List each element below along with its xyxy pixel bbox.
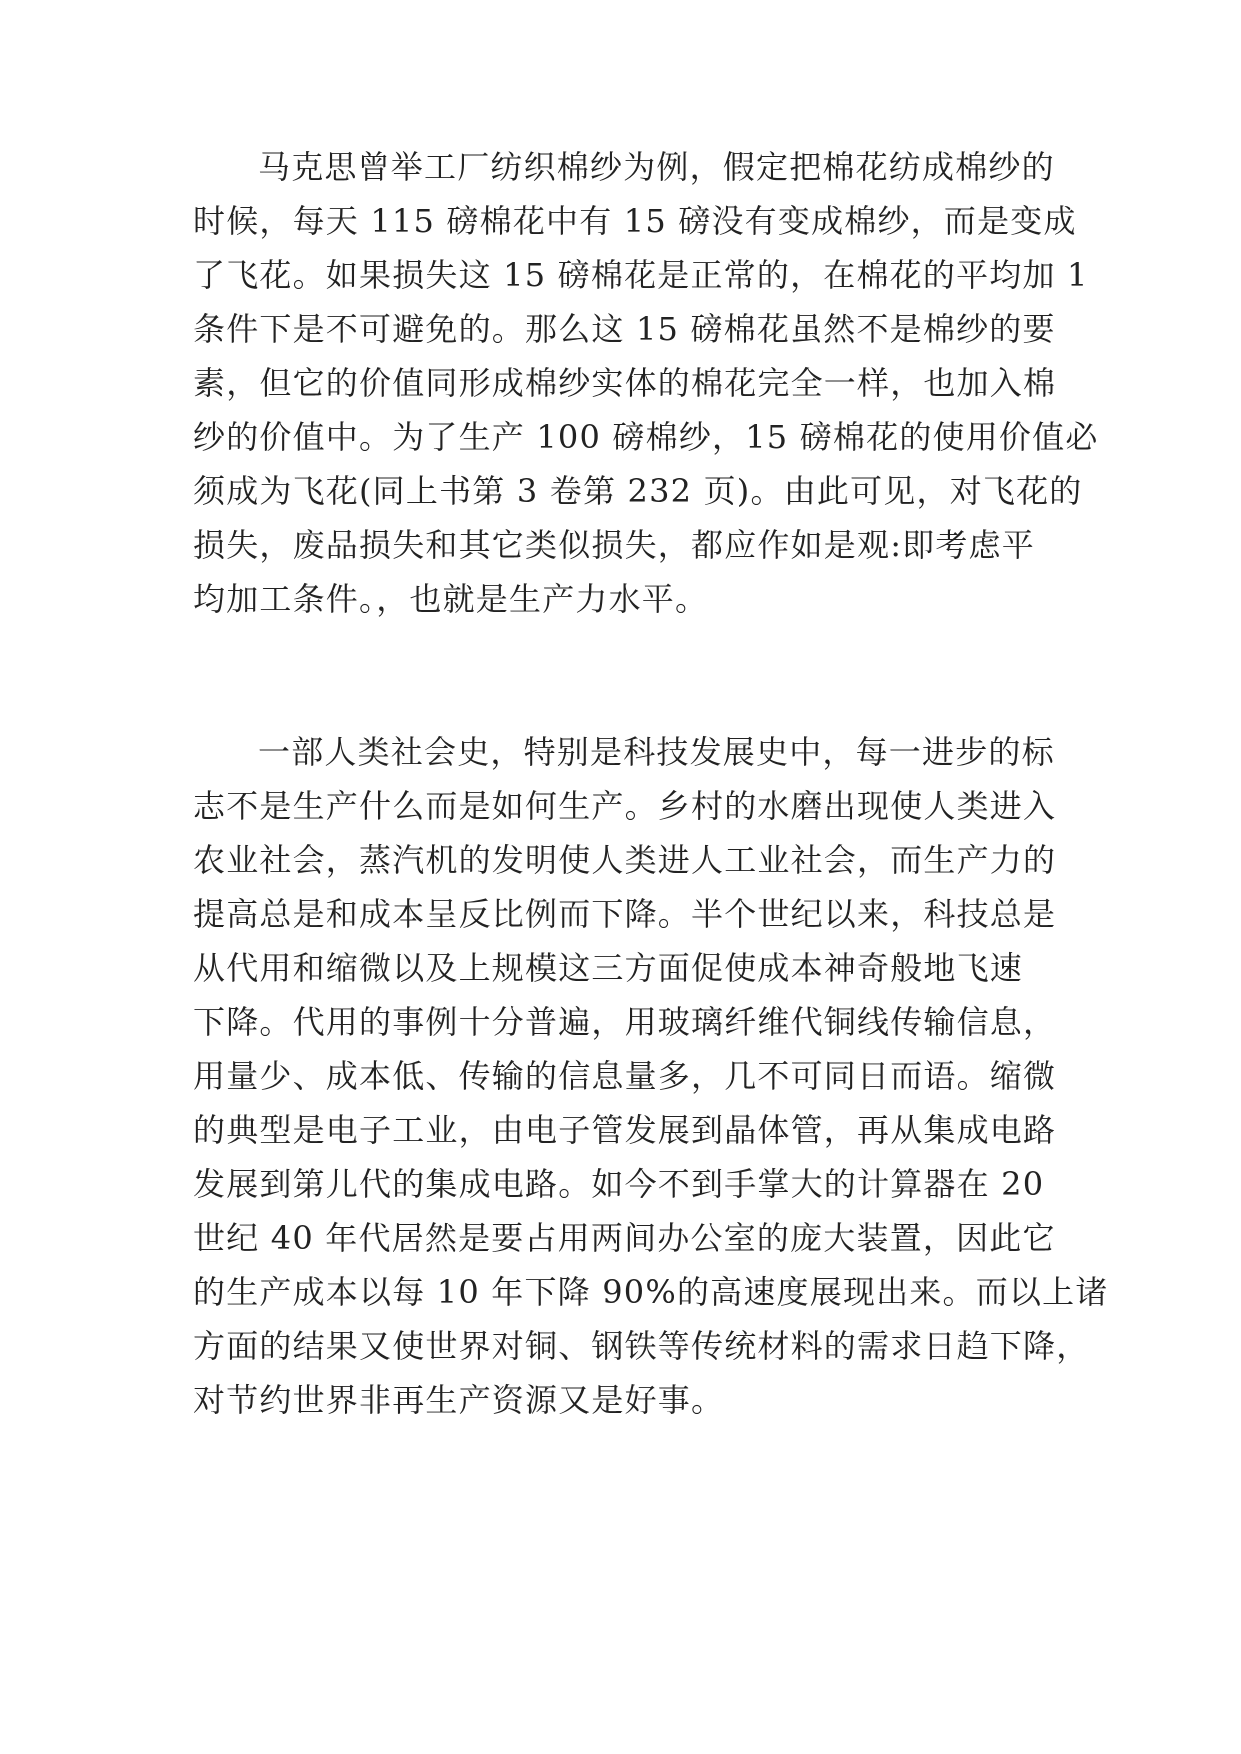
text-line: 的典型是电子工业，由电子管发展到晶体管，再从集成电路	[193, 1111, 1057, 1149]
text-line: 须成为飞花(同上书第 3 卷第 232 页)。由此可见，对飞花的	[193, 472, 1083, 510]
text-line: 农业社会，蒸汽机的发明使人类进人工业社会，而生产力的	[193, 841, 1057, 879]
text-line: 用量少、成本低、传输的信息量多，几不可同日而语。缩微	[193, 1057, 1057, 1095]
text-line: 时候，每天 115 磅棉花中有 15 磅没有变成棉纱，而是变成	[193, 202, 1077, 240]
text-line: 了飞花。如果损失这 15 磅棉花是正常的，在棉花的平均加 1	[193, 256, 1089, 294]
text-line: 方面的结果又使世界对铜、钢铁等传统材料的需求日趋下降，	[193, 1327, 1090, 1365]
text-line: 下降。代用的事例十分普遍，用玻璃纤维代铜线传输信息，	[193, 1003, 1057, 1041]
text-line: 志不是生产什么而是如何生产。乡村的水磨出现使人类进入	[193, 787, 1057, 825]
text-line: 马克思曾举工厂纺织棉纱为例，假定把棉花纺成棉纱的	[258, 148, 1055, 186]
text-line: 一部人类社会史，特别是科技发展史中，每一进步的标	[258, 733, 1055, 771]
text-line: 纱的价值中。为了生产 100 磅棉纱，15 磅棉花的使用价值必	[193, 418, 1099, 456]
text-line: 的生产成本以每 10 年下降 90%的高速度展现出来。而以上诸	[193, 1273, 1109, 1311]
text-line: 均加工条件。，也就是生产力水平。	[193, 580, 709, 618]
text-line: 从代用和缩微以及上规模这三方面促使成本神奇般地飞速	[193, 949, 1024, 987]
text-line: 提高总是和成本呈反比例而下降。半个世纪以来，科技总是	[193, 895, 1057, 933]
text-line: 对节约世界非再生产资源又是好事。	[193, 1381, 725, 1419]
text-line: 条件下是不可避免的。那么这 15 磅棉花虽然不是棉纱的要	[193, 310, 1056, 348]
text-line: 发展到第儿代的集成电路。如今不到手掌大的计算器在 20	[193, 1165, 1045, 1203]
text-line: 世纪 40 年代居然是要占用两间办公室的庞大装置，因此它	[193, 1219, 1056, 1257]
text-line: 损失，废品损失和其它类似损失，都应作如是观:即考虑平	[193, 526, 1035, 564]
text-line: 素，但它的价值同形成棉纱实体的棉花完全一样，也加入棉	[193, 364, 1057, 402]
